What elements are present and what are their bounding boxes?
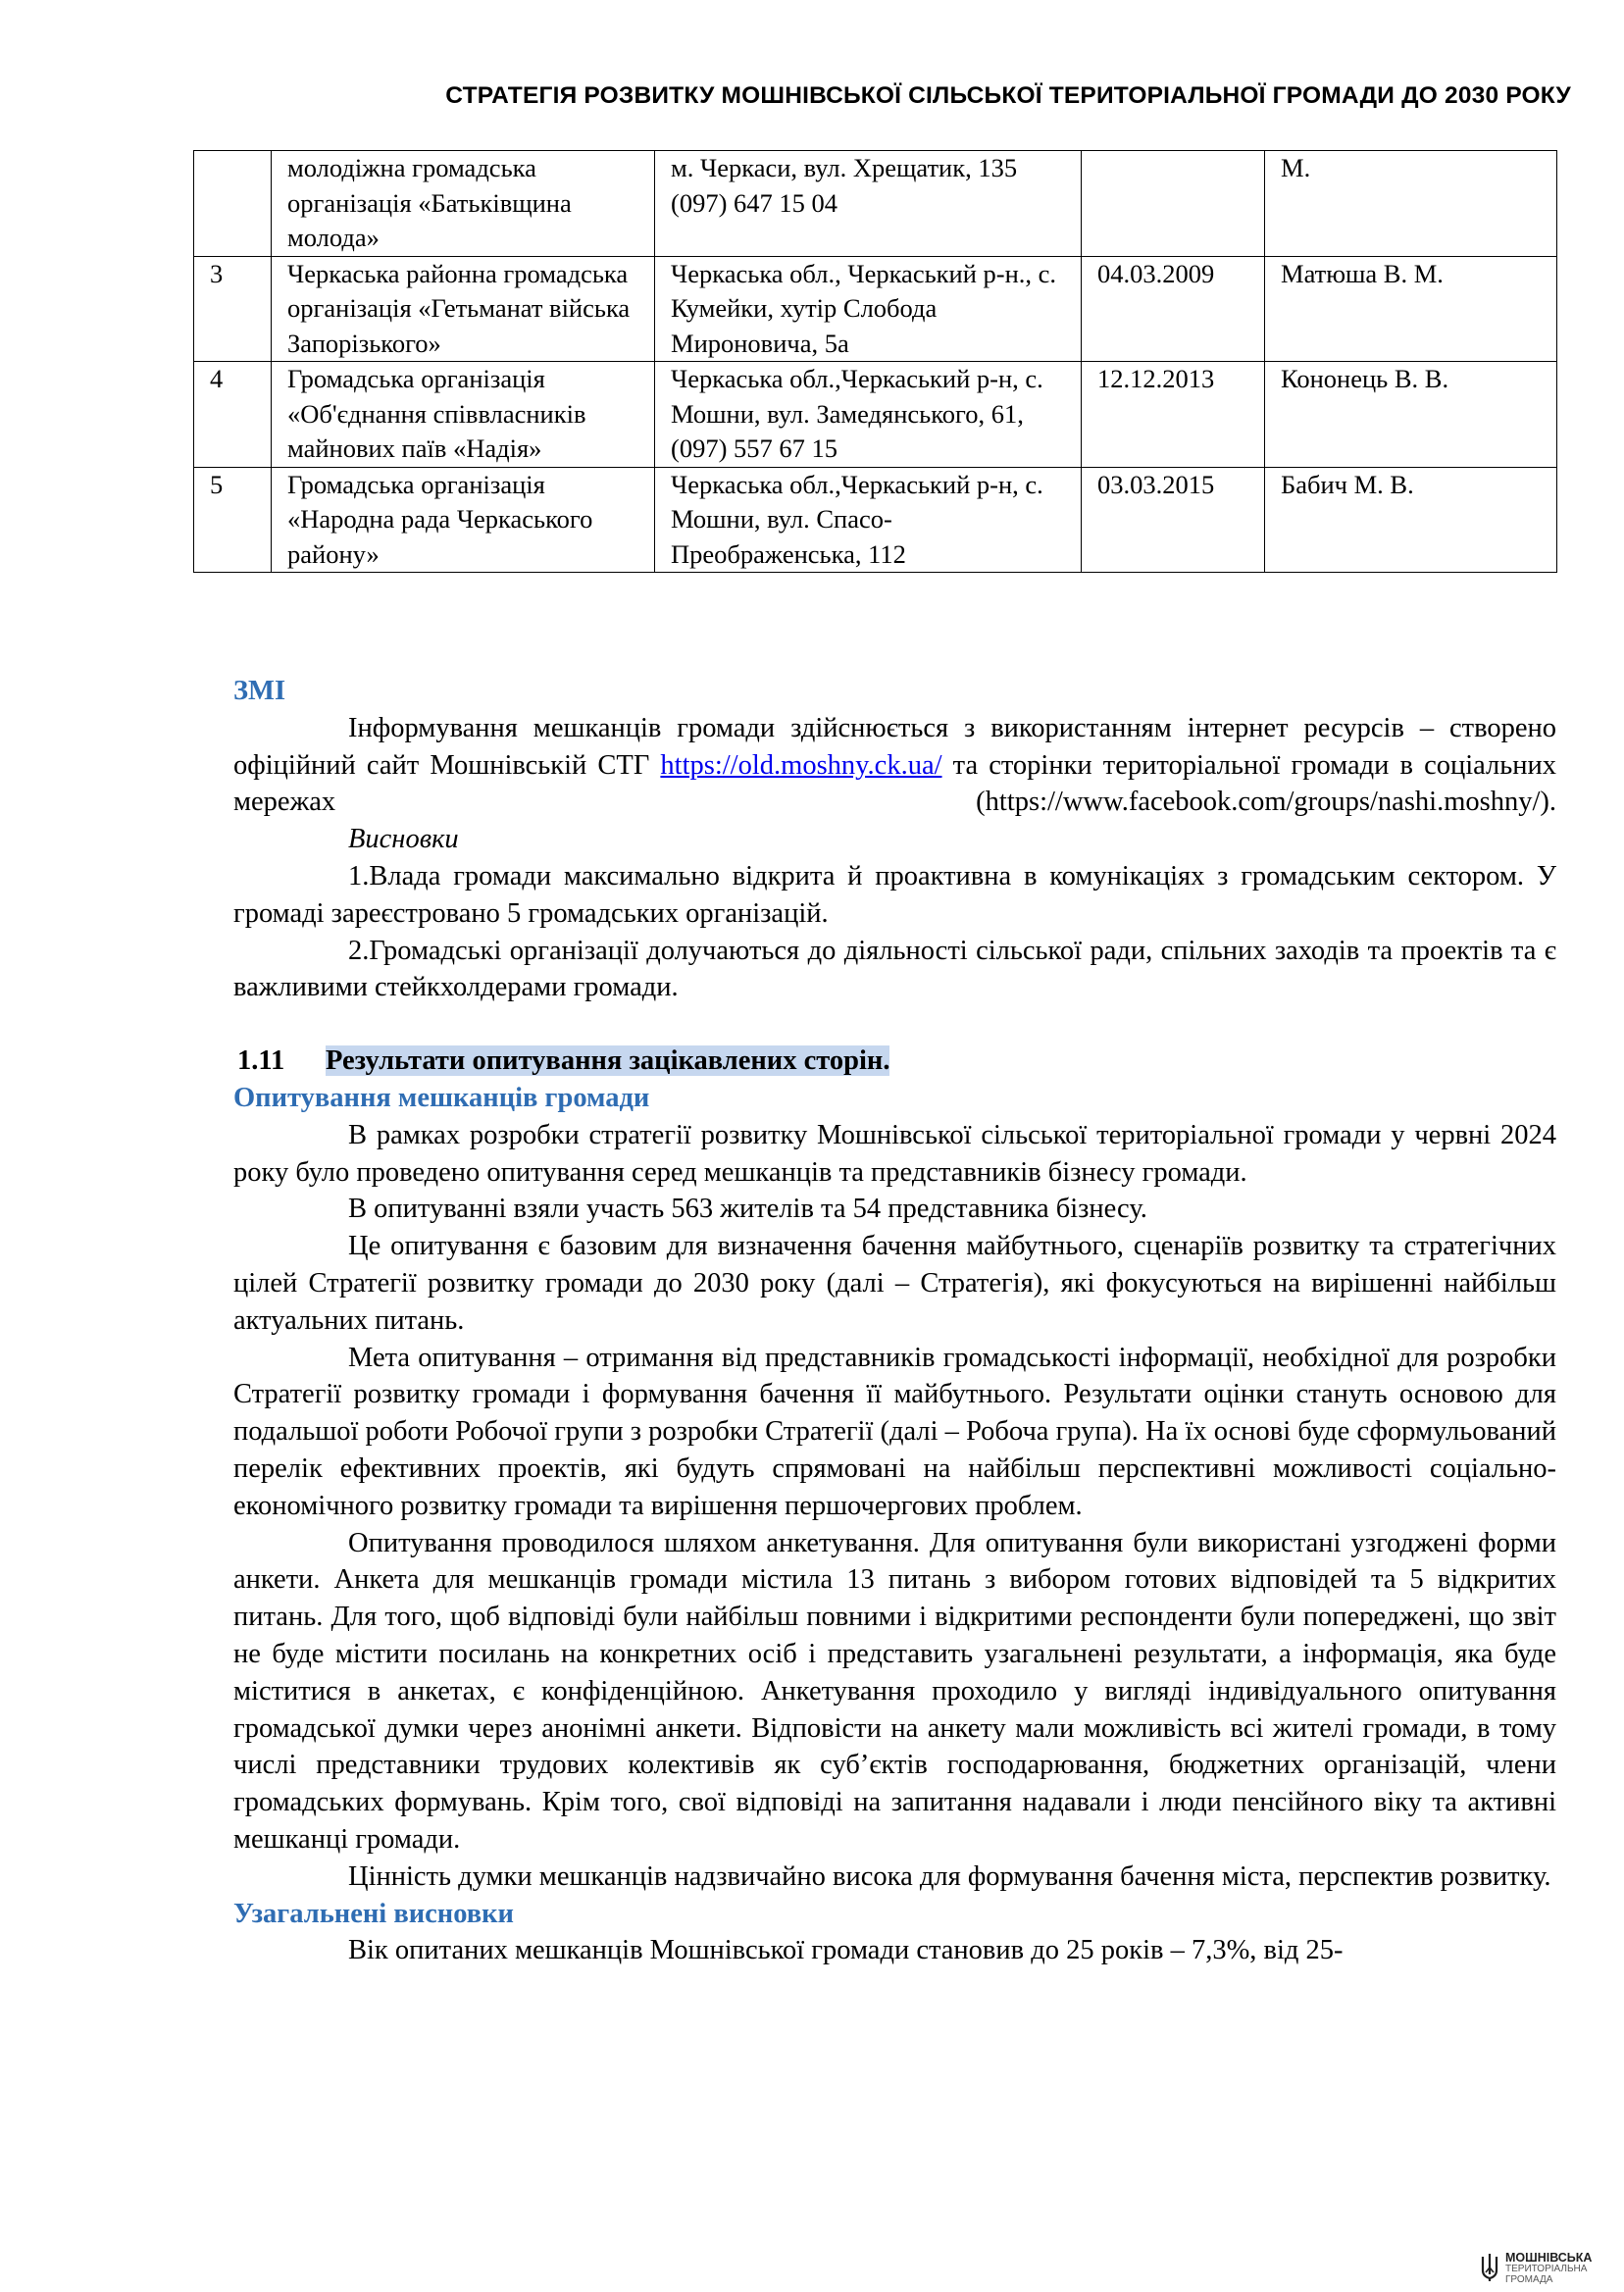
conclusion-1: 1.Влада громади максимально відкрита й проактивна в комунікаціях з громадським сектором. У громаді зареєстровано 5 громадських організацій. [233,860,1556,929]
survey-paragraph-2: В опитуванні взяли участь 563 жителів та 54 представника бізнесу. [348,1194,1147,1225]
cell-name: Черкаська районна громадська організація «Гетьманат війська Запорізького» [272,256,655,362]
logo-line-2: ТЕРИТОРІАЛЬНА [1505,2264,1588,2274]
cell-date: 04.03.2009 [1082,256,1265,362]
smi-text-b: та сторінки територіальної громади в соціальних мережах (https://www.facebook.com/groups/nashi.moshny/). [233,749,1557,818]
website-link[interactable]: https://old.moshny.ck.ua/ [660,749,942,781]
section-title: Результати опитування зацікавлених сторін. [326,1045,890,1077]
cell-address: Черкаська обл.,Черкаський р-н, с. Мошни, вул. Спасо-Преображенська, 112 [655,467,1082,573]
section-number: 1.11 [237,1045,285,1077]
table-row [194,256,1557,362]
smi-text-a: Інформування мешканців громади здійснюється з використанням інтернет ресурсів – створено офіційний сайт Мошнівській СТГ [233,712,1556,781]
section-heading [233,1043,1556,1080]
survey-subheading: Опитування мешканців громади [233,1082,650,1113]
logo-line-1: МОШНІВСЬКА [1505,2251,1593,2265]
conclusion-2: 2.Громадські організації долучаються до діяльності сільської ради, спільних заходів та проектів та є важливими стейкхолдерами громади. [233,935,1556,1003]
cell-name: Громадська організація «Народна рада Черкаського району» [272,467,655,573]
cell-head: Бабич М. В. [1265,467,1557,573]
survey-paragraph-6: Цінність думки мешканців надзвичайно висока для формування бачення міста, перспектив розвитку. [348,1860,1551,1892]
cell-num: 4 [194,362,272,468]
cell-date: 03.03.2015 [1082,467,1265,573]
cell-address: Черкаська обл.,Черкаський р-н, с. Мошни, вул. Замедянського, 61, (097) 557 67 15 [655,362,1082,468]
cell-address: м. Черкаси, вул. Хрещатик, 135 (097) 647 15 04 [655,151,1082,257]
cell-num: 3 [194,256,272,362]
organizations-table [193,150,1557,573]
cell-name: Громадська організація «Об'єднання співвласників майнових паїв «Надія» [272,362,655,468]
page-header: СТРАТЕГІЯ РОЗВИТКУ МОШНІВСЬКОЇ СІЛЬСЬКОЇ ТЕРИТОРІАЛЬНОЇ ГРОМАДИ ДО 2030 РОКУ [445,82,1571,109]
trident-icon [1479,2253,1500,2282]
document-body [233,673,1556,1969]
conclusions-subheading: Узагальнені висновки [233,1898,514,1929]
cell-head: М. [1265,151,1557,257]
survey-paragraph-4: Мета опитування – отримання від представників громадськості інформації, необхідної для розробки Стратегії розвитку громади і формування бачення її майбутнього. Результати оцінки стануть основою для подальшої роботи Робочої групи з розробки Стратегії (далі – Робоча група). На їх основі буде сформульований перелік ефективних проектів, які будуть спрямовані на найбільш перспективні можливості соціально-економічного розвитку громади та вирішення першочергових проблем. [233,1342,1556,1521]
logo-line-3: ГРОМАДА [1505,2274,1553,2285]
survey-paragraph-7: Вік опитаних мешканців Мошнівської громади становив до 25 років – 7,3%, від 25- [348,1935,1344,1966]
cell-name: молодіжна громадська організація «Батьківщина молода» [272,151,655,257]
cell-head: Кононець В. В. [1265,362,1557,468]
cell-address: Черкаська обл., Черкаський р-н., с. Кумейки, хутір Слобода Мироновича, 5а [655,256,1082,362]
cell-head: Матюша В. М. [1265,256,1557,362]
community-logo [1479,2253,1592,2285]
cell-date: 12.12.2013 [1082,362,1265,468]
smi-heading: ЗМІ [233,676,286,706]
cell-num: 5 [194,467,272,573]
survey-paragraph-5: Опитування проводилося шляхом анкетування. Для опитування були використані узгоджені форми анкети. Анкета для мешканців громади містила 13 питань з вибором готових відповідей та 5 відкритих питань. Для того, щоб відповіді були найбільш повними і відкритими респонденти були попереджені, що звіт не буде містити посилань на конкретних осіб і представить узагальнені результати, а інформація, яка буде міститися в анкетах, є конфіденційною. Анкетування проходило у вигляді індивідуального опитування громадської думки через анонімні анкети. Відповісти на анкету мали можливість всі жителі громади, в тому числі представники трудових колективів як суб’єктів господарювання, бюджетних організацій, члени громадських формувань. Крім того, свої відповіді на запитання надавали і люди пенсійного віку та активні мешканці громади. [233,1527,1556,1855]
smi-paragraph [233,710,1556,821]
survey-paragraph-3: Це опитування є базовим для визначення бачення майбутнього, сценаріїв розвитку та стратегічних цілей Стратегії розвитку громади до 2030 року (далі – Стратегія), які фокусуються на вирішенні найбільш актуальних питань. [233,1231,1556,1336]
table-row [194,151,1557,257]
cell-date [1082,151,1265,257]
conclusions-label: Висновки [348,824,459,855]
cell-num [194,151,272,257]
table-row [194,467,1557,573]
table-row [194,362,1557,468]
survey-paragraph-1: В рамках розробки стратегії розвитку Мошнівської сільської територіальної громади у червні 2024 року було проведено опитування серед мешканців та представників бізнесу громади. [233,1119,1556,1188]
